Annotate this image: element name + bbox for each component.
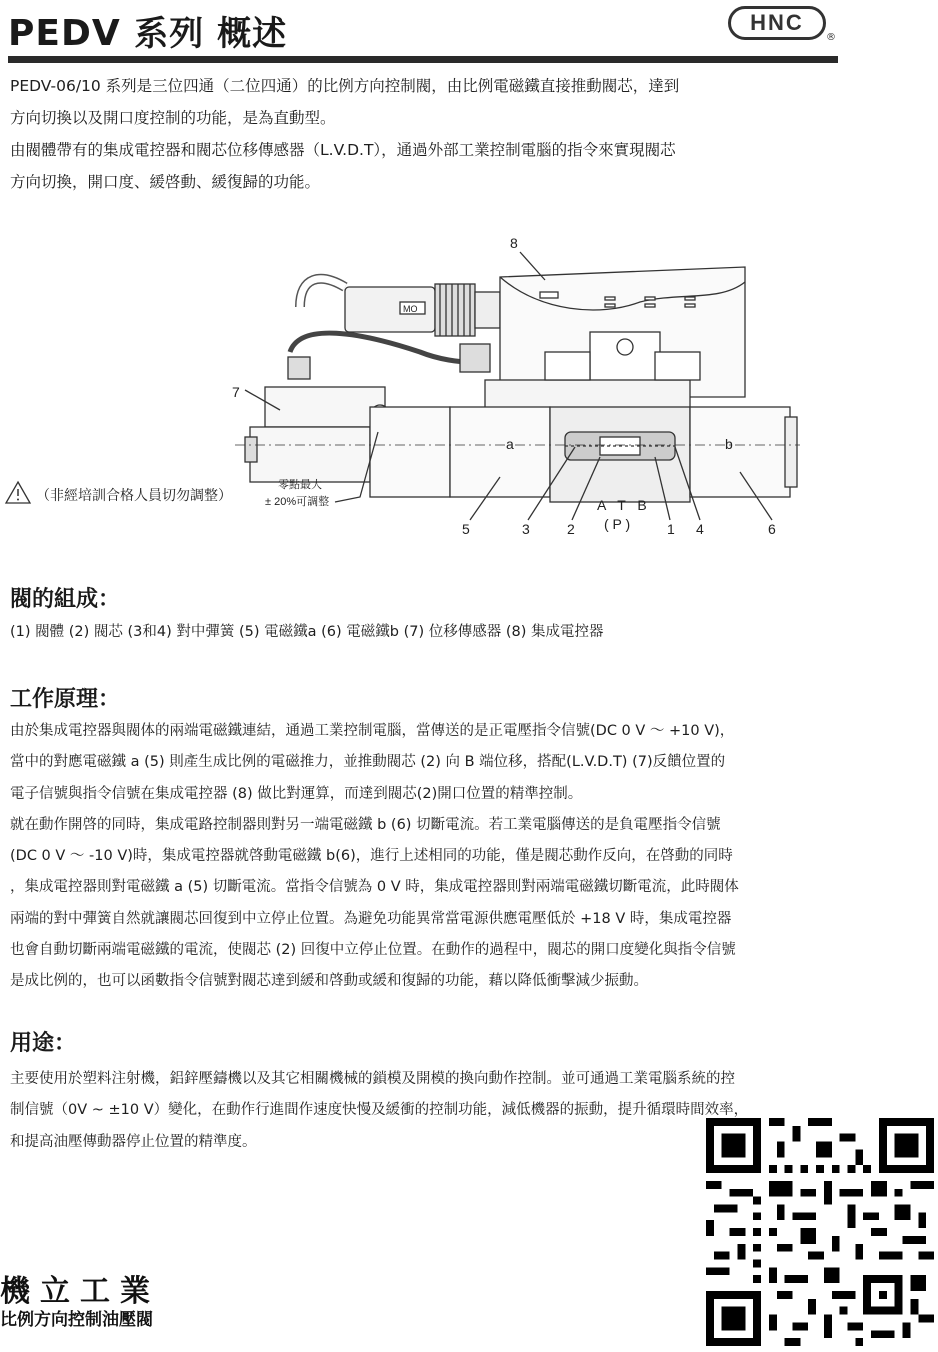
connector-label: MO [403, 304, 418, 314]
footer-company: 機立工業 [0, 1274, 160, 1309]
principle-line: ，集成電控器則對電磁鐵 a (5) 切斷電流。當指令信號為 0 V 時，集成電控器則對兩端電磁鐵切斷電流，此時閥体 [10, 879, 739, 896]
intro-line: PEDV-06/10 系列是三位四通（二位四通）的比例方向控制閥，由比例電磁鐵直接推動閥芯，達到 [10, 77, 680, 95]
zero-note-line2: ± 20%可調整 [265, 496, 330, 508]
components-list: (1) 閥體 (2) 閥芯 (3和4) 對中彈簧 (5) 電磁鐵a (6) 電磁鐵b (7) 位移傳感器 (8) 集成電控器 [10, 624, 604, 640]
callout-6: 6 [768, 521, 776, 537]
zero-note-line1: 零點最大 [278, 479, 322, 491]
callout-3: 3 [522, 521, 530, 537]
warning-triangle-icon [6, 482, 30, 503]
intro-line: 由閥體帶有的集成電控器和閥芯位移傳感器（L.V.D.T），通過外部工業控制電腦的指令來實現閥芯 [10, 141, 676, 159]
page-title [8, 6, 287, 55]
warning-text: （非經培訓合格人員切勿調整） [36, 488, 232, 504]
principle-line: 就在動作開啓的同時，集成電路控制器則對另一端電磁鐵 b (6) 切斷電流。若工業電腦傳送的是負電壓指令信號 [10, 816, 721, 833]
principle-line: 兩端的對中彈簧自然就讓閥芯回復到中立停止位置。為避免功能異常當電源供應電壓低於 +18 V 時，集成電控器 [10, 910, 732, 927]
valve-diagram [0, 232, 800, 552]
chamber-b-label: b [725, 436, 733, 452]
intro-paragraph [10, 70, 840, 198]
usage-line: 制信號（0V ~ ±10 V）變化，在動作行進間作速度快慢及緩衝的控制功能，減低機器的振動，提升循環時間效率， [10, 1102, 749, 1119]
principle-line: (DC 0 V ～ -10 V)時，集成電控器就啓動電磁鐵 b(6)，進行上述相同的功能，僅是閥芯動作反向，在啓動的同時 [10, 848, 733, 865]
usage-heading: 用途： [10, 1031, 77, 1056]
usage-line: 主要使用於塑料注射機，鋁鋅壓鑄機以及其它相關機械的鎖模及開模的換向動作控制。並可通過工業電腦系統的控 [10, 1071, 735, 1087]
components-heading: 閥的組成： [10, 587, 121, 612]
title-latin: PEDV [8, 13, 121, 54]
footer-product: 比例方向控制油壓閥 [0, 1310, 153, 1330]
callout-8: 8 [510, 235, 518, 251]
port-p-label: ( P ) [604, 516, 631, 532]
intro-line: 方向切換以及開口度控制的功能，是為直動型。 [10, 109, 336, 127]
callout-7: 7 [232, 384, 240, 400]
port-labels: A T B [597, 497, 651, 513]
principle-paragraph [10, 716, 840, 998]
chamber-a-label: a [506, 436, 514, 452]
principle-line: 當中的對應電磁鐵 a (5) 則產生成比例的電磁推力，並推動閥芯 (2) 向 B 端位移，搭配(L.V.D.T) (7)反饋位置的 [10, 754, 726, 771]
intro-line: 方向切換，開口度、緩啓動、緩復歸的功能。 [10, 173, 321, 191]
qr-code-icon [706, 1118, 934, 1346]
principle-line: 電子信號與指令信號在集成電控器 (8) 做比對運算，而達到閥芯(2)開口位置的精準控制。 [10, 785, 583, 802]
usage-line: 和提高油壓傳動器停止位置的精準度。 [10, 1133, 257, 1150]
principle-line: 是成比例的，也可以函數指令信號對閥芯達到緩和啓動或緩和復歸的功能，藉以降低衝擊減少振動。 [10, 973, 648, 990]
callout-4: 4 [696, 521, 704, 537]
principle-heading: 工作原理： [10, 687, 121, 712]
hnc-logo: HNC [728, 6, 826, 40]
registered-mark: ® [826, 32, 836, 43]
title-zh: 系列 概述 [134, 14, 288, 54]
callout-1: 1 [667, 521, 675, 537]
principle-line: 由於集成電控器與閥体的兩端電磁鐵連結，通過工業控制電腦，當傳送的是正電壓指令信號(DC 0 V ～ +10 V)， [10, 723, 735, 739]
callout-5: 5 [462, 521, 470, 537]
callout-2: 2 [567, 521, 575, 537]
principle-line: 也會自動切斷兩端電磁鐵的電流，使閥芯 (2) 回復中立停止位置。在動作的過程中，閥芯的開口度變化與指令信號 [10, 942, 736, 959]
header-rule [8, 56, 838, 63]
